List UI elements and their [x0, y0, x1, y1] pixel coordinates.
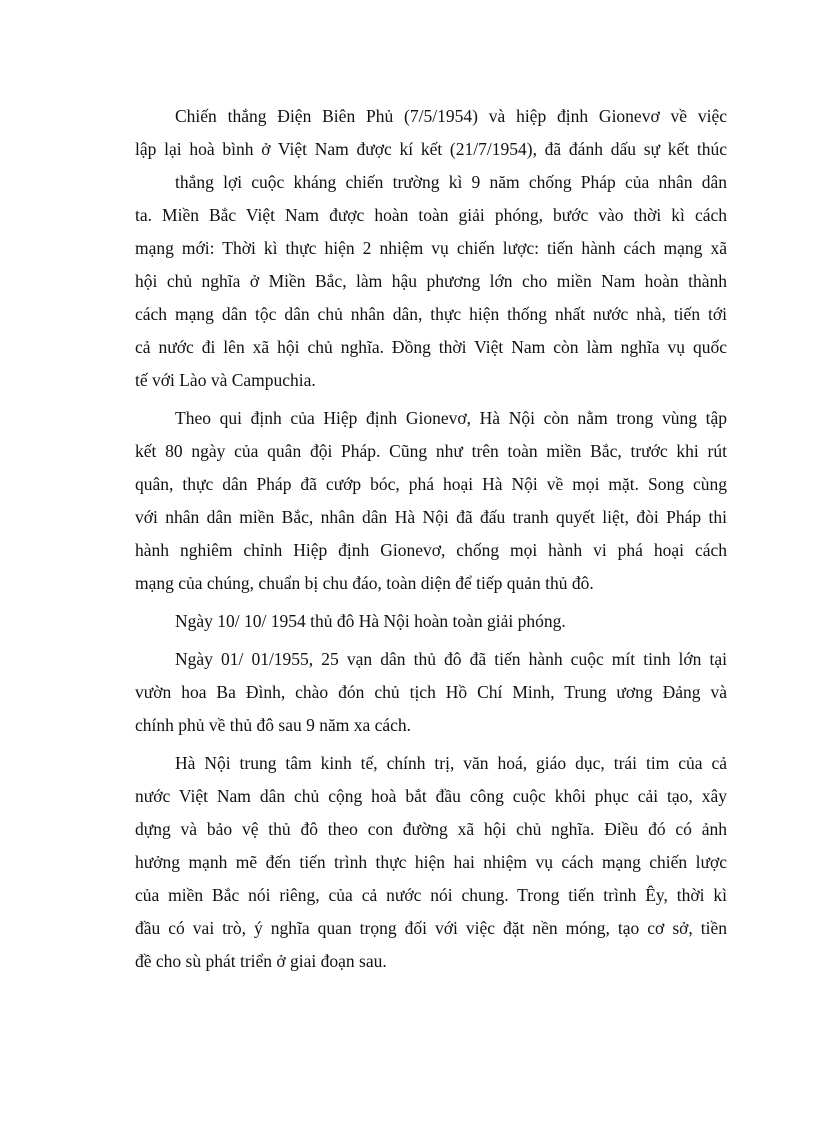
text-line: hưởng mạnh mẽ đến tiến trình thực hiện hai nhiệm vụ cách mạng chiến lược — [135, 852, 727, 872]
text-line: dựng và bảo vệ thủ đô theo con đường xã hội chủ nghĩa. Điều đó có ảnh — [135, 819, 727, 839]
text-line: Ngày 10/ 10/ 1954 thủ đô Hà Nội hoàn toàn giải phóng. — [175, 611, 566, 631]
text-line: chính phủ về thủ đô sau 9 năm xa cách. — [135, 715, 412, 735]
text-line: của miền Bắc nói riêng, của cả nước nói chung. Trong tiến trình Êy, thời kì — [135, 885, 727, 905]
text-line: nước Việt Nam dân chủ cộng hoà bắt đầu công cuộc khôi phục cải tạo, xây — [135, 786, 727, 806]
text-line: ta. Miền Bắc Việt Nam được hoàn toàn giải phóng, bước vào thời kì cách — [135, 205, 727, 225]
text-line: kết 80 ngày của quân đội Pháp. Cũng như trên toàn miền Bắc, trước khi rút — [135, 441, 727, 461]
text-line: tế với Lào và Campuchia. — [135, 370, 316, 390]
text-line: đề cho sù phát triển ở giai đoạn sau. — [135, 951, 387, 971]
text-line: Ngày 01/ 01/1955, 25 vạn dân thủ đô đã tiến hành cuộc mít tinh lớn tại — [175, 649, 727, 669]
paragraph-5 — [135, 747, 727, 978]
document-page — [135, 100, 727, 983]
text-line: cả nước đi lên xã hội chủ nghĩa. Đồng thời Việt Nam còn làm nghĩa vụ quốc — [135, 337, 727, 357]
text-line: vườn hoa Ba Đình, chào đón chủ tịch Hồ Chí Minh, Trung ương Đảng và — [135, 682, 727, 702]
text-line: mạng của chúng, chuẩn bị chu đáo, toàn diện để tiếp quản thủ đô. — [135, 573, 594, 593]
text-line: hội chủ nghĩa ở Miền Bắc, làm hậu phương lớn cho miền Nam hoàn thành — [135, 271, 727, 291]
paragraph-4 — [135, 643, 727, 742]
text-line: Hà Nội trung tâm kinh tế, chính trị, văn hoá, giáo dục, trái tim của cả — [175, 753, 727, 773]
text-line: hành nghiêm chỉnh Hiệp định Gionevơ, chống mọi hành vi phá hoại cách — [135, 540, 727, 560]
text-line: lập lại hoà bình ở Việt Nam được kí kết (21/7/1954), đã đánh dấu sự kết thúc — [135, 139, 727, 159]
paragraph-3 — [135, 605, 727, 638]
text-line: Theo qui định của Hiệp định Gionevơ, Hà Nội còn nằm trong vùng tập — [175, 408, 727, 428]
text-line: Chiến thắng Điện Biên Phủ (7/5/1954) và hiệp định Gionevơ về việc — [175, 106, 727, 126]
text-line: quân, thực dân Pháp đã cướp bóc, phá hoại Hà Nội về mọi mặt. Song cùng — [135, 474, 727, 494]
text-line: với nhân dân miền Bắc, nhân dân Hà Nội đã đấu tranh quyết liệt, đòi Pháp thi — [135, 507, 727, 527]
text-line: cách mạng dân tộc dân chủ nhân dân, thực hiện thống nhất nước nhà, tiến tới — [135, 304, 727, 324]
text-line: đầu có vai trò, ý nghĩa quan trọng đối với việc đặt nền móng, tạo cơ sở, tiền — [135, 918, 727, 938]
paragraph-1 — [135, 100, 727, 397]
text-line: mạng mới: Thời kì thực hiện 2 nhiệm vụ chiến lược: tiến hành cách mạng xã — [135, 238, 727, 258]
paragraph-2 — [135, 402, 727, 600]
text-line: thắng lợi cuộc kháng chiến trường kì 9 năm chống Pháp của nhân dân — [175, 172, 727, 192]
